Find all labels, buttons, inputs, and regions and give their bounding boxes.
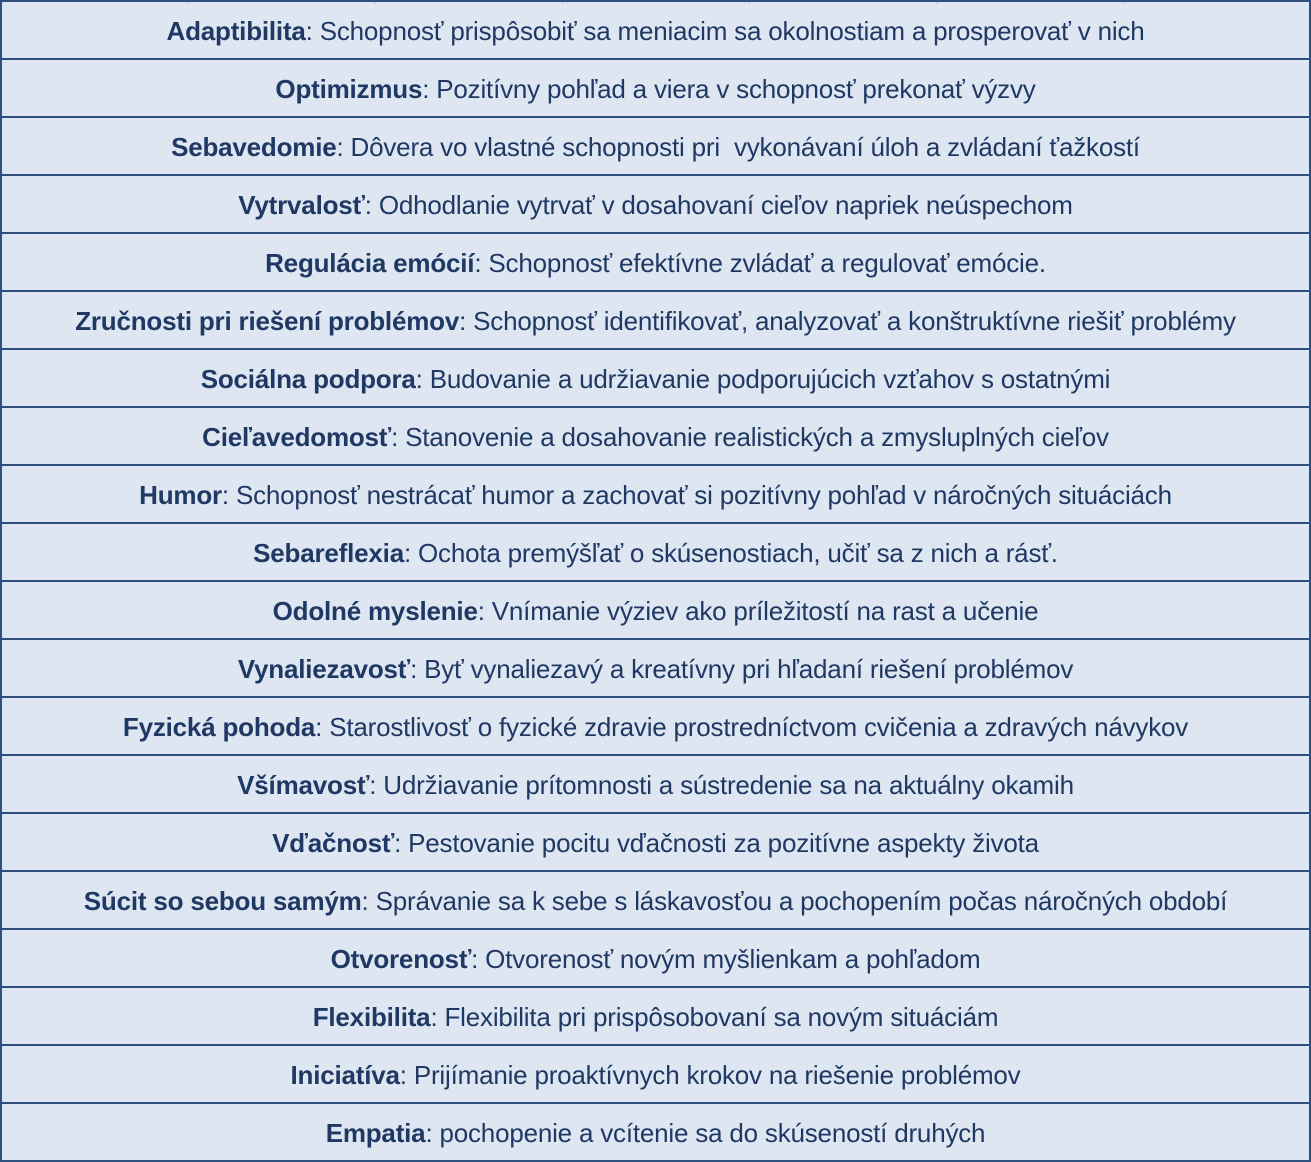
table-row [0, 0, 1311, 58]
trait-definition: : Pestovanie pocitu vďačnosti za pozitívne aspekty života [394, 827, 1039, 858]
trait-term: Vynaliezavosť [237, 653, 411, 684]
table-border-left [0, 0, 2, 1162]
trait-term: Sociálna podpora [200, 363, 416, 394]
trait-term: Flexibilita [312, 1001, 431, 1032]
table-row [0, 1044, 1311, 1102]
table-row [0, 406, 1311, 464]
trait-definition: : Ochota premýšľať o skúsenostiach, učiť sa z nich a rásť. [403, 537, 1058, 568]
table-row [0, 290, 1311, 348]
table-row [0, 58, 1311, 116]
trait-term: Zručnosti pri riešení problémov [75, 305, 460, 336]
trait-term: Všímavosť [237, 769, 370, 800]
table-row [0, 464, 1311, 522]
trait-term: Fyzická pohoda [122, 711, 316, 742]
table-row [0, 638, 1311, 696]
trait-term: Iniciatíva [290, 1059, 400, 1090]
table-row [0, 870, 1311, 928]
trait-term: Otvorenosť [330, 943, 472, 974]
trait-term: Vytrvalosť [238, 189, 365, 220]
trait-term: Súcit so sebou samým [83, 885, 362, 916]
trait-definition: : Odhodlanie vytrvať v dosahovaní cieľov napriek neúspechom [364, 189, 1073, 220]
trait-definition: : Schopnosť nestrácať humor a zachovať si pozitívny pohľad v náročných situáciách [221, 479, 1172, 510]
table-row [0, 348, 1311, 406]
trait-definition: : Udržiavanie prítomnosti a sústredenie sa na aktuálny okamih [369, 769, 1074, 800]
table-row [0, 696, 1311, 754]
trait-term: Optimizmus [275, 73, 423, 104]
table-row [0, 986, 1311, 1044]
trait-definition: : Budovanie a udržiavanie podporujúcich vzťahov s ostatnými [415, 363, 1111, 394]
table-row [0, 232, 1311, 290]
trait-definition: : Správanie sa k sebe s láskavosťou a pochopením počas náročných období [361, 885, 1228, 916]
trait-definition: : Dôvera vo vlastné schopnosti pri vykonávaní úloh a zvládaní ťažkostí [336, 131, 1140, 162]
trait-term: Regulácia emócií [265, 247, 475, 278]
trait-definition: : Vnímanie výziev ako príležitostí na rast a učenie [477, 595, 1039, 626]
trait-definition: : Byť vynaliezavý a kreatívny pri hľadaní riešení problémov [410, 653, 1074, 684]
table-row [0, 522, 1311, 580]
trait-definition: : Prijímanie proaktívnych krokov na riešenie problémov [399, 1059, 1021, 1090]
trait-term: Vďačnosť [272, 827, 395, 858]
trait-definition: : Flexibilita pri prispôsobovaní sa novým situáciám [430, 1001, 999, 1032]
trait-definition: : Otvorenosť novým myšlienkam a pohľadom [471, 943, 981, 974]
trait-definition: : Schopnosť prispôsobiť sa meniacim sa okolnostiam a prosperovať v nich [305, 15, 1145, 46]
trait-definition: : Schopnosť efektívne zvládať a regulovať emócie. [474, 247, 1046, 278]
table-row [0, 754, 1311, 812]
trait-term: Empatia [325, 1117, 426, 1148]
table-row [0, 1102, 1311, 1162]
trait-term: Odolné myslenie [272, 595, 478, 626]
trait-definition: : Schopnosť identifikovať, analyzovať a konštruktívne riešiť problémy [459, 305, 1236, 336]
table-row [0, 812, 1311, 870]
table-row [0, 580, 1311, 638]
trait-term: Sebavedomie [171, 131, 337, 162]
trait-definition: : Starostlivosť o fyzické zdravie prostredníctvom cvičenia a zdravých návykov [315, 711, 1189, 742]
trait-definition: : Pozitívny pohľad a viera v schopnosť prekonať výzvy [422, 73, 1036, 104]
trait-term: Cieľavedomosť [202, 421, 392, 452]
table-row [0, 928, 1311, 986]
table-row [0, 116, 1311, 174]
trait-term: Sebareflexia [253, 537, 404, 568]
trait-term: Adaptibilita [166, 15, 306, 46]
table-row [0, 174, 1311, 232]
trait-term: Humor [139, 479, 222, 510]
trait-definition: : pochopenie a vcítenie sa do skúseností druhých [425, 1117, 986, 1148]
trait-definition: : Stanovenie a dosahovanie realistických a zmysluplných cieľov [391, 421, 1109, 452]
